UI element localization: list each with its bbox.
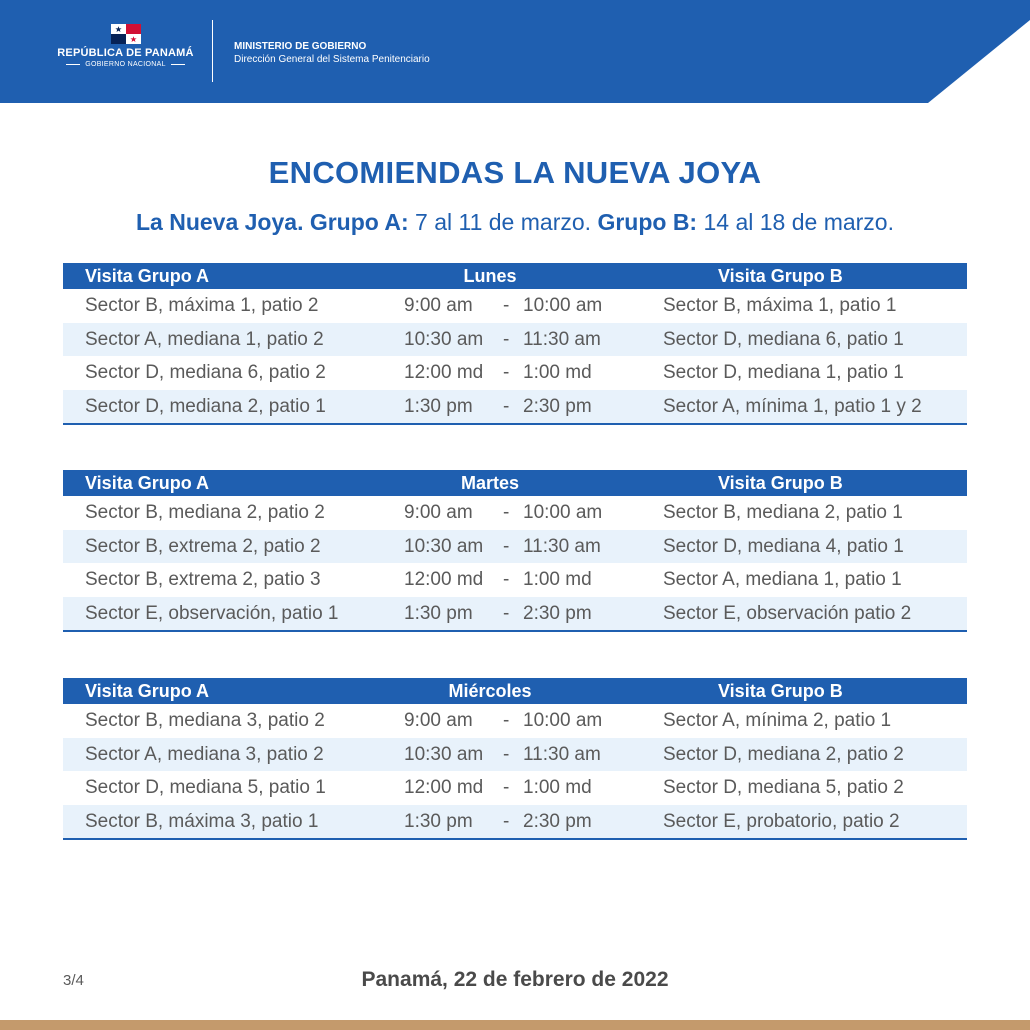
table-header: [63, 263, 967, 289]
table-bottom-rule: [63, 630, 967, 632]
cell-dash: -: [503, 395, 510, 417]
table-row: [63, 323, 967, 357]
cell-dash: -: [503, 569, 510, 590]
header-day: Miércoles: [448, 681, 532, 701]
header-group-b: Visita Grupo B: [718, 266, 843, 286]
table-row: [63, 805, 967, 839]
cell-group-a: Sector E, observación, patio 1: [85, 602, 339, 624]
cell-group-b: Sector D, mediana 6, patio 1: [663, 328, 904, 350]
table-row: [63, 563, 967, 597]
table-row: [63, 738, 967, 772]
header-group-b: Visita Grupo B: [718, 473, 843, 493]
header-group-a: Visita Grupo A: [85, 266, 210, 286]
page-title: ENCOMIENDAS LA NUEVA JOYA: [268, 155, 762, 190]
cell-group-a: Sector B, máxima 1, patio 2: [85, 295, 319, 316]
header-group-b: Visita Grupo B: [718, 681, 843, 701]
cell-group-b: Sector B, mediana 2, patio 1: [663, 502, 903, 523]
header-day: Martes: [460, 473, 520, 493]
subtitle-group-a-label: La Nueva Joya. Grupo A:: [135, 209, 409, 235]
cell-group-a: Sector B, mediana 2, patio 2: [85, 502, 325, 523]
table-row: [63, 356, 967, 390]
ministry-name: MINISTERIO DE GOBIERNO: [234, 41, 367, 52]
subtitle-group-b-dates: 14 al 18 de marzo.: [697, 209, 894, 235]
cell-start-time: 1:30 pm: [404, 395, 473, 417]
cell-end-time: 10:00 am: [523, 295, 603, 316]
cell-group-a: Sector A, mediana 3, patio 2: [85, 743, 324, 765]
cell-group-a: Sector B, extrema 2, patio 3: [85, 569, 321, 590]
cell-group-a: Sector D, mediana 2, patio 1: [85, 395, 326, 417]
cell-end-time: 1:00 md: [523, 777, 592, 798]
cell-group-b: Sector E, observación patio 2: [663, 602, 912, 624]
cell-start-time: 10:30 am: [404, 535, 484, 557]
cell-end-time: 1:00 md: [523, 569, 592, 590]
schedule-table-wednesday: [63, 678, 967, 840]
cell-dash: -: [503, 602, 510, 624]
table-bottom-rule: [63, 838, 967, 840]
cell-group-a: Sector B, mediana 3, patio 2: [85, 710, 325, 731]
cell-group-b: Sector A, mínima 1, patio 1 y 2: [663, 395, 922, 417]
cell-dash: -: [503, 535, 510, 557]
cell-group-b: Sector E, probatorio, patio 2: [663, 810, 900, 832]
cell-group-b: Sector D, mediana 4, patio 1: [663, 535, 904, 557]
cell-end-time: 11:30 am: [523, 743, 601, 765]
page-subtitle: [0, 209, 1030, 236]
cell-group-b: Sector D, mediana 1, patio 1: [663, 362, 904, 383]
table-header: [63, 470, 967, 496]
cell-group-a: Sector A, mediana 1, patio 2: [85, 328, 324, 350]
subtitle-group-a-dates: 7 al 11 de marzo.: [408, 209, 598, 235]
cell-start-time: 9:00 am: [404, 295, 473, 316]
ministry-subtitle: Dirección General del Sistema Penitenciario: [234, 54, 430, 65]
table-header: [63, 678, 967, 704]
header-group-a: Visita Grupo A: [85, 473, 210, 493]
cell-group-b: Sector D, mediana 5, patio 2: [663, 777, 904, 798]
cell-group-a: Sector B, máxima 3, patio 1: [85, 810, 319, 832]
cell-start-time: 9:00 am: [404, 710, 473, 731]
cell-group-b: Sector A, mínima 2, patio 1: [663, 710, 892, 731]
cell-end-time: 11:30 am: [523, 328, 601, 350]
header-group-a: Visita Grupo A: [85, 681, 210, 701]
cell-end-time: 10:00 am: [523, 502, 603, 523]
panama-flag-icon: [111, 24, 141, 44]
footer-date: Panamá, 22 de febrero de 2022: [361, 968, 669, 991]
cell-dash: -: [503, 328, 510, 350]
cell-end-time: 2:30 pm: [523, 602, 592, 624]
cell-start-time: 10:30 am: [404, 328, 484, 350]
cell-dash: -: [503, 777, 510, 798]
table-row: [63, 771, 967, 805]
cell-start-time: 10:30 am: [404, 743, 484, 765]
cell-group-b: Sector D, mediana 2, patio 2: [663, 743, 904, 765]
brand-name: REPÚBLICA DE PANAMÁ: [57, 47, 194, 59]
cell-dash: -: [503, 295, 510, 316]
schedule-table-tuesday: [63, 470, 967, 632]
cell-dash: -: [503, 743, 510, 765]
government-logo: [48, 24, 203, 68]
cell-dash: -: [503, 502, 510, 523]
cell-dash: -: [503, 810, 510, 832]
page-number: 3/4: [63, 972, 84, 989]
table-row: [63, 390, 967, 424]
table-bottom-rule: [63, 423, 967, 425]
cell-start-time: 9:00 am: [404, 502, 473, 523]
table-row: [63, 530, 967, 564]
cell-end-time: 11:30 am: [523, 535, 601, 557]
brand-subtitle: GOBIERNO NACIONAL: [48, 61, 203, 68]
cell-dash: -: [503, 362, 510, 383]
table-row: [63, 496, 967, 530]
cell-start-time: 12:00 md: [404, 362, 484, 383]
cell-end-time: 2:30 pm: [523, 395, 592, 417]
cell-group-b: Sector B, máxima 1, patio 1: [663, 295, 897, 316]
table-row: [63, 704, 967, 738]
ministry-block: [234, 41, 430, 65]
table-row: [63, 597, 967, 631]
cell-group-a: Sector D, mediana 6, patio 2: [85, 362, 326, 383]
cell-start-time: 1:30 pm: [404, 810, 473, 832]
schedule-table-monday: [63, 263, 967, 425]
header-day: Lunes: [463, 266, 517, 286]
cell-start-time: 12:00 md: [404, 569, 484, 590]
cell-start-time: 1:30 pm: [404, 602, 473, 624]
cell-group-a: Sector D, mediana 5, patio 1: [85, 777, 326, 798]
cell-end-time: 1:00 md: [523, 362, 592, 383]
subtitle-group-b-label: Grupo B:: [597, 209, 698, 235]
cell-end-time: 2:30 pm: [523, 810, 592, 832]
cell-start-time: 12:00 md: [404, 777, 484, 798]
header-divider: [212, 20, 213, 82]
cell-group-b: Sector A, mediana 1, patio 1: [663, 569, 902, 590]
table-row: [63, 289, 967, 323]
footer-accent-bar: [0, 1020, 1030, 1030]
cell-group-a: Sector B, extrema 2, patio 2: [85, 535, 321, 557]
cell-dash: -: [503, 710, 510, 731]
cell-end-time: 10:00 am: [523, 710, 603, 731]
